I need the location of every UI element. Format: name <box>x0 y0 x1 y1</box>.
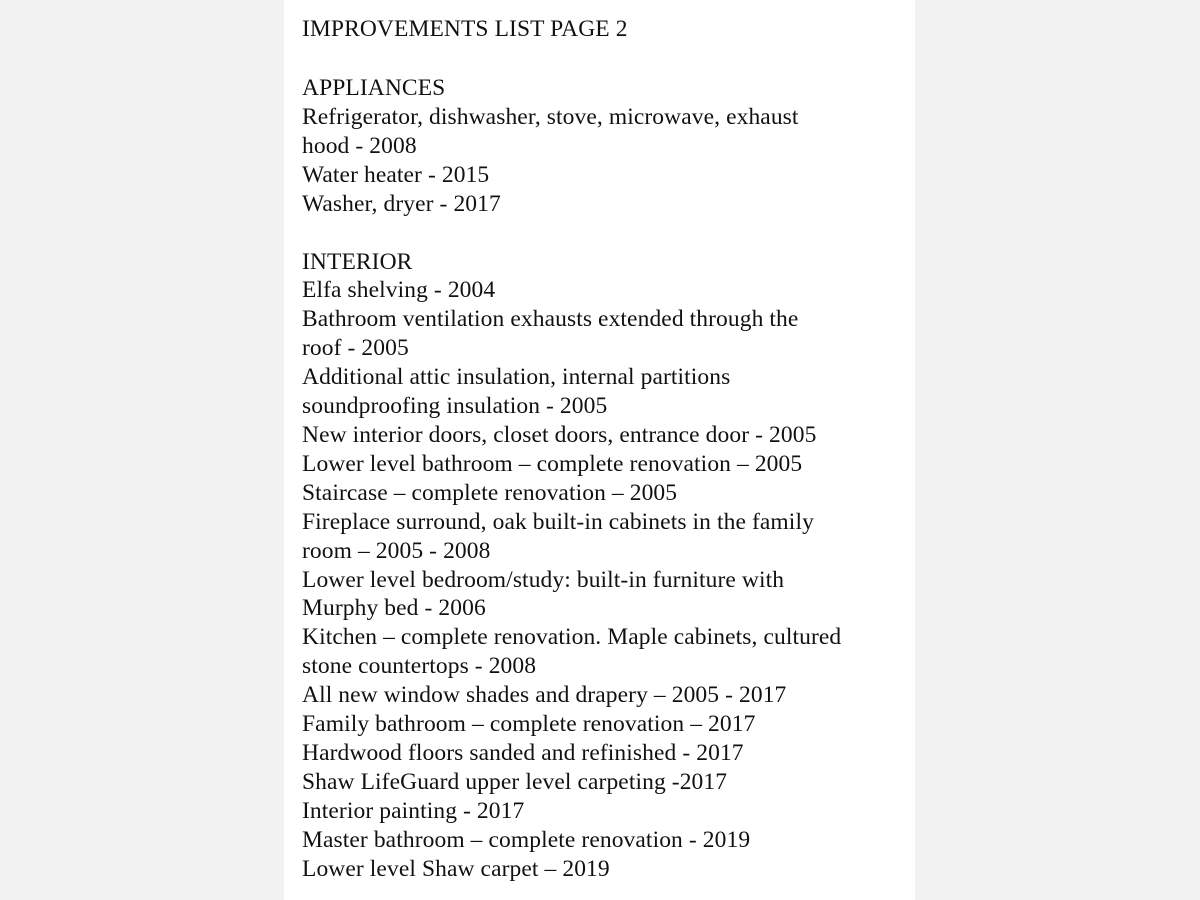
list-item: Refrigerator, dishwasher, stove, microwave, exhaust hood - 2008 <box>302 103 799 159</box>
list-item: Master bathroom – complete renovation - 2019 <box>302 826 751 853</box>
list-item: Lower level bathroom – complete renovation – 2005 <box>302 450 803 477</box>
appliances-section <box>302 74 915 219</box>
list-item: Family bathroom – complete renovation – 2017 <box>302 711 756 738</box>
list-item: Shaw LifeGuard upper level carpeting -2017 <box>302 768 728 795</box>
interior-section <box>302 248 915 884</box>
interior-list <box>302 276 915 883</box>
list-item: Hardwood floors sanded and refinished - 2017 <box>302 739 744 766</box>
page-title: IMPROVEMENTS LIST PAGE 2 <box>302 16 628 42</box>
list-item: Lower level bedroom/study: built-in furniture with Murphy bed - 2006 <box>302 566 785 622</box>
list-item: New interior doors, closet doors, entrance door - 2005 <box>302 421 817 448</box>
list-item: Bathroom ventilation exhausts extended through the roof - 2005 <box>302 306 799 362</box>
list-item: Kitchen – complete renovation. Maple cabinets, cultured stone countertops - 2008 <box>302 624 842 680</box>
document-page <box>284 0 915 900</box>
list-item: Staircase – complete renovation – 2005 <box>302 479 678 506</box>
list-item: Additional attic insulation, internal partitions soundproofing insulation - 2005 <box>302 364 731 420</box>
appliances-list <box>302 103 915 219</box>
list-item: Fireplace surround, oak built-in cabinets in the family room – 2005 - 2008 <box>302 508 814 564</box>
list-item: Interior painting - 2017 <box>302 797 525 824</box>
list-item: Water heater - 2015 <box>302 161 490 188</box>
list-item: Lower level Shaw carpet – 2019 <box>302 855 610 882</box>
section-heading-interior: INTERIOR <box>302 248 413 275</box>
list-item: Elfa shelving - 2004 <box>302 277 496 304</box>
list-item: All new window shades and drapery – 2005 - 2017 <box>302 682 787 709</box>
list-item: Washer, dryer - 2017 <box>302 190 501 217</box>
section-heading-appliances: APPLIANCES <box>302 75 446 101</box>
